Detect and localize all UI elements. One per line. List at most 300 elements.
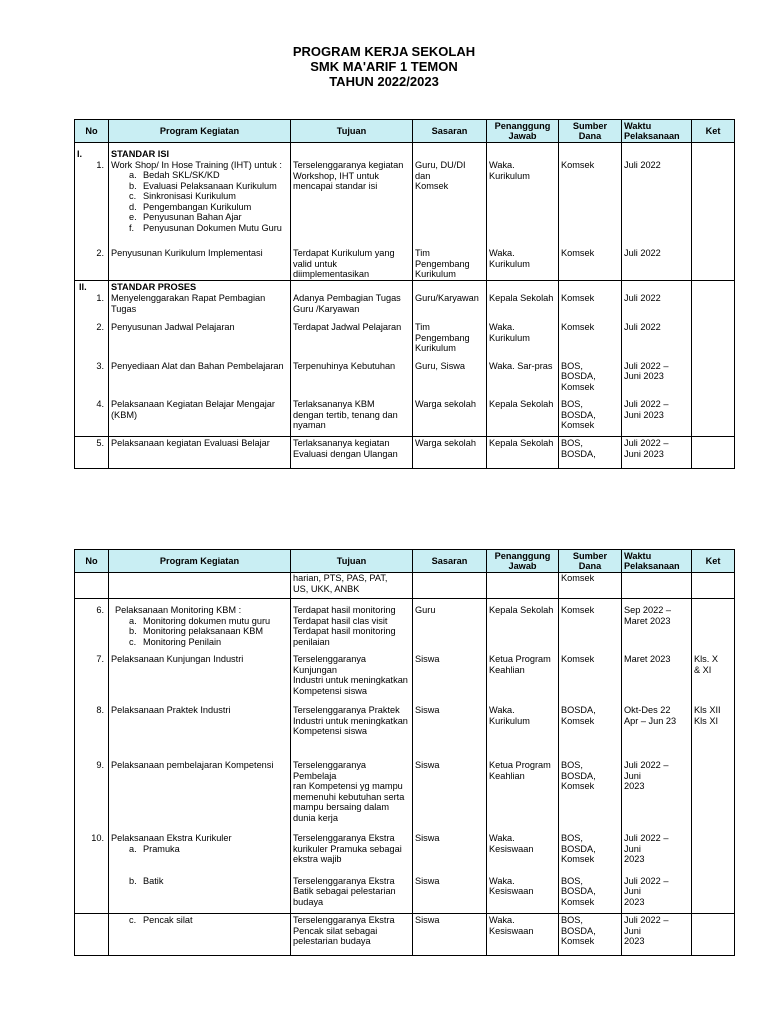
cell-line: Juni 2023 [624,448,664,459]
cell-line: Penyusunan Jadwal Pelajaran [111,322,235,332]
sub-list [111,170,288,233]
waktu-cell [622,875,692,908]
cell-line: Keahlian [489,770,525,781]
cell-line: Juni [624,770,641,781]
cell-line: Kurikulum [415,343,456,353]
sasaran-cell [413,148,487,233]
table-row [75,398,735,431]
pj-cell [487,247,559,280]
col-header-waktu: Waktu Pelaksanaan [622,550,692,573]
tujuan-cell [291,437,413,469]
dana-cell [559,360,622,393]
ket-cell [692,398,735,431]
cell-line: Kepala Sekolah [489,438,554,448]
document-title-block [0,44,768,89]
cell-line: dan [415,170,431,181]
cell-line: Komsek [561,896,595,907]
cell-line: dengan tertib, tenang dan [293,409,398,420]
cell-line: Juli 2022 – [624,360,669,371]
cell-line: Komsek [561,605,595,615]
cell-line: Workshop, IHT untuk [293,170,379,181]
cell-line: Keahlian [489,664,525,675]
cell-line: Pengembang [415,332,470,343]
row-number: 6. [75,604,109,647]
pj-cell [487,292,559,315]
waktu-cell [622,148,692,233]
cell-line: Terdapat hasil monitoring [293,605,396,615]
cell-line: Juli 2022 – [624,833,669,843]
cell-line: 2023 [624,936,645,946]
cell-line: BOSDA, [561,409,596,420]
waktu-cell [622,360,692,393]
cell-line: valid untuk [293,258,337,269]
row-number: 1. [96,159,104,170]
waktu-cell [622,704,692,749]
cell-line: dunia kerja [293,812,338,823]
row-number: 2. [75,247,109,280]
cell-line: penilaian [293,636,330,647]
ket-cell [692,360,735,393]
cell-line: Sep 2022 – [624,605,672,615]
tujuan-cell [291,247,413,280]
program-text: Work Shop/ In Hose Training (IHT) untuk : [111,159,282,170]
sub-item: d. Pengembangan Kurikulum [129,201,252,212]
cell-line: BOSDA, [561,843,596,854]
cell-line: Ketua Program [489,760,551,770]
program-cell [109,437,291,469]
ket-cell [692,604,735,647]
row-number: 8. [75,704,109,749]
col-header-ket: Ket [692,120,735,143]
cell-line: Terselenggaranya [293,760,367,770]
section-title: STANDAR ISI [111,149,170,159]
cell-line: Tugas [111,303,137,314]
cell-line: Guru, Siswa [415,360,466,371]
section-numeral: II. [75,280,109,292]
sasaran-cell [413,437,487,469]
program-cell [109,759,291,824]
cell-line: Siswa [415,915,440,925]
document-title: PROGRAM KERJA SEKOLAH [292,44,476,59]
cell-line: Terdapat hasil clas visit [293,615,388,626]
cell-line: Kurikulum [489,258,530,269]
tujuan-cell [291,832,413,865]
cell-line: Tim [415,322,430,332]
cell-line: Terdapat Jadwal Pelajaran [293,322,402,332]
cell-line: 2023 [624,896,645,907]
col-header-no: No [75,550,109,573]
cell-line: Industri untuk meningkatkan [293,675,408,685]
sasaran-cell [413,604,487,647]
program-cell [109,247,291,280]
ket-cell [692,832,735,865]
cell-line: Terselenggaranya Ekstra [293,875,395,886]
cell-line: Batik sebagai pelestarian [293,886,396,896]
cell-line: Kepala Sekolah [489,293,554,303]
waktu-cell [622,914,692,956]
cell-line: mencapai standar isi [293,181,378,191]
cell-line: harian, PTS, PAS, PAT, [293,573,388,583]
cell-line: Industri untuk meningkatkan [293,715,408,726]
pj-cell [487,704,559,749]
dana-cell [559,398,622,431]
dana-cell [559,247,622,280]
cell-line: Siswa [415,875,440,886]
dana-cell [559,759,622,824]
row-number: 9. [75,759,109,824]
col-header-no: No [75,120,109,143]
col-header-tujuan: Tujuan [291,550,413,573]
tujuan-cell [291,360,413,393]
sub-item: c. Sinkronisasi Kurikulum [129,191,236,201]
cell-line: Komsek [561,160,595,170]
table-row [75,360,735,393]
dana-cell [559,875,622,908]
col-header-penanggung-jawab: Penanggung Jawab [487,550,559,573]
ket-cell [692,247,735,280]
col-header-ket: Ket [692,550,735,573]
cell-line: Kesiswaan [489,843,534,854]
cell-line: Pelaksanaan Kunjungan Industri [111,654,244,664]
ket-cell [692,653,735,696]
table-row [75,914,735,956]
cell-line: Warga sekolah [415,438,476,448]
cell-line: Terselenggaranya [293,654,367,664]
sasaran-cell [413,914,487,956]
cell-line: & XI [694,664,712,675]
sub-item: a. Monitoring dokumen mutu guru [129,615,271,626]
cell-line: Waka. [489,875,515,886]
waktu-cell [622,398,692,431]
waktu-cell [622,437,692,469]
pj-cell [487,360,559,393]
ket-cell [692,914,735,956]
sasaran-cell [413,759,487,824]
cell-line: Waka. [489,322,515,332]
ket-cell [692,292,735,315]
cell-line: Juni 2023 [624,371,664,381]
cell-line: Kls XI [694,715,718,726]
section-title: STANDAR PROSES [109,280,291,292]
cell-line: Juli 2022 – [624,915,669,925]
cell-line: nyaman [293,420,326,430]
dana-cell [559,292,622,315]
sub-list [111,616,288,648]
col-header-penanggung-jawab: Penanggung Jawab [487,120,559,143]
waktu-cell [622,832,692,865]
cell-line: Menyelenggarakan Rapat Pembagian [111,293,266,303]
sub-item: c. Monitoring Penilain [129,636,222,647]
sub-item: c. Pencak silat [129,915,193,925]
cell-line: mampu bersaing dalam [293,802,390,812]
pj-cell [487,914,559,956]
ket-cell [692,704,735,749]
table-row [75,875,735,908]
dana-cell [559,321,622,354]
pj-cell [487,398,559,431]
dana-cell [559,832,622,865]
cell-line: Terpenuhinya Kebutuhan [293,360,396,371]
ket-cell [692,437,735,469]
table-row [75,759,735,824]
cell-line: Juli 2022 – [624,875,669,886]
cell-line: Komsek [561,573,595,583]
cell-line: Juli 2022 [624,322,661,332]
table-row [75,653,735,696]
cell-line: Juli 2022 [624,248,661,258]
cell-line: Kls XII [694,705,721,715]
academic-year: TAHUN 2022/2023 [329,74,439,89]
cell-line: Kesiswaan [489,886,534,896]
cell-line: Komsek [561,293,595,303]
cell-line: Pembelaja [293,770,337,781]
cell-line: Pelaksanaan Kegiatan Belajar Mengajar [111,399,275,409]
waktu-cell [622,653,692,696]
cell-line: Apr – Jun 23 [624,715,677,726]
ket-cell [692,759,735,824]
cell-line: memenuhi kebutuhan serta [293,791,405,802]
cell-line: BOSDA, [561,925,596,936]
cell-line: Kesiswaan [489,925,534,936]
cell-line: Kepala Sekolah [489,605,554,615]
waktu-cell [622,604,692,647]
cell-line: ekstra wajib [293,854,342,864]
cell-line: BOS, [561,833,583,843]
col-header-sasaran: Sasaran [413,120,487,143]
table-row [75,704,735,749]
cell-line: Waka. [489,248,515,258]
row-number: 7. [75,653,109,696]
cell-line: Kls. X [694,654,718,664]
cell-line: BOS, [561,915,583,925]
program-table-page-2 [74,549,735,956]
cell-line: Pencak silat sebagai [293,925,378,936]
row-number: 4. [75,398,109,431]
col-header-tujuan: Tujuan [291,120,413,143]
dana-cell [559,148,622,233]
waktu-cell [622,321,692,354]
cell-line: Kompetensi siswa [293,685,368,696]
cell-line: BOSDA, [561,886,596,896]
sasaran-cell [413,292,487,315]
cell-line: BOS, [561,875,583,886]
program-cell [109,398,291,431]
cell-line: Kurikulum [489,715,530,726]
pj-cell [487,321,559,354]
tujuan-cell [291,875,413,908]
cell-line: Kurikulum [489,332,530,343]
dana-cell [559,704,622,749]
row-number: 1. [75,292,109,315]
tujuan-cell [291,148,413,233]
tujuan-cell [291,292,413,315]
cell-line: Penyusunan Kurikulum Implementasi [111,248,263,258]
pj-cell [487,604,559,647]
cell-line: Juni [624,925,641,936]
cell-line: Juli 2022 – [624,438,669,448]
cell-line: Guru [415,605,436,615]
cell-line: Waka. [489,705,515,715]
cell-line: Kurikulum [415,269,456,279]
cell-line: Siswa [415,833,440,843]
cell-line: (KBM) [111,409,138,420]
tujuan-cell [291,604,413,647]
cell-line: Ketua Program [489,654,551,664]
sub-item: f. Penyusunan Dokumen Mutu Guru [129,222,282,233]
sub-item: a. Pramuka [129,843,180,854]
program-cell [109,653,291,696]
sasaran-cell [413,398,487,431]
waktu-cell [622,292,692,315]
table-row-continued [75,573,735,599]
cell-line: diimplementasikan [293,269,370,279]
tujuan-cell [291,914,413,956]
cell-line: Adanya Pembagian Tugas [293,293,401,303]
section-row [75,280,735,292]
tujuan-cell [291,653,413,696]
cell-line: BOSDA, [561,371,596,381]
cell-line: Komsek [561,381,595,392]
cell-line: Komsek [415,181,449,191]
program-cell [109,360,291,393]
tujuan-cell [291,759,413,824]
cell-line: Penyediaan Alat dan Bahan Pembelajaran [111,360,284,371]
cell-line: Terselenggaranya Ekstra [293,833,395,843]
table-row [75,321,735,354]
cell-line: Juni [624,843,641,854]
cell-line: Komsek [561,420,595,430]
table-row [75,832,735,865]
cell-line: Komsek [561,781,595,791]
ket-cell [692,321,735,354]
cell-line: Warga sekolah [415,399,476,409]
cell-line: Maret 2023 [624,654,671,664]
cell-line: budaya [293,896,324,907]
cell-line: ran Kompetensi yg mampu [293,781,403,791]
cell-line: Siswa [415,654,440,664]
cell-line: Waka. [489,833,515,843]
cell-line: Komsek [561,715,595,726]
cell-line: kurikuler Pramuka sebagai [293,843,402,854]
sasaran-cell [413,653,487,696]
cell-line: 2023 [624,854,645,864]
dana-cell [559,437,622,469]
ket-cell [692,875,735,908]
program-cell [109,321,291,354]
row-number: 2. [75,321,109,354]
waktu-cell [622,247,692,280]
sub-item: b. Monitoring pelaksanaan KBM [129,626,264,636]
cell-line: Guru /Karyawan [293,303,360,314]
cell-line: Komsek [561,854,595,864]
cell-line: BOSDA, [561,448,596,459]
cell-line: Kunjungan [293,664,337,675]
pj-cell [487,653,559,696]
program-cell [109,292,291,315]
cell-line: Siswa [415,760,440,770]
cell-line: Terlaksananya KBM [293,399,375,409]
cell-line: Waka. [489,915,515,925]
cell-line: Guru/Karyawan [415,293,479,303]
table-row [75,247,735,280]
dana-cell [559,653,622,696]
tujuan-cell [291,704,413,749]
ket-cell [692,148,735,233]
school-name: SMK MA'ARIF 1 TEMON [310,59,458,74]
cell-line: Komsek [561,936,595,946]
cell-line: Pelaksanaan pembelajaran Kompetensi [111,760,274,770]
cell-line: pelestarian budaya [293,936,371,946]
sasaran-cell [413,832,487,865]
table-row [75,292,735,315]
col-header-waktu: Waktu Pelaksanaan [622,120,692,143]
sasaran-cell [413,704,487,749]
table-row [75,604,735,647]
tujuan-cell [291,321,413,354]
cell-line: Pengembang [415,258,470,269]
cell-line: Maret 2023 [624,615,671,626]
cell-line: Siswa [415,705,440,715]
dana-cell [559,573,622,599]
table-header-row [75,120,735,143]
col-header-sumber-dana: Sumber Dana [559,120,622,143]
table-row [75,437,735,469]
cell-line: Komsek [561,248,595,258]
cell-line: Tim [415,248,430,258]
cell-line: Terdapat hasil monitoring [293,626,396,636]
cell-line: Juli 2022 – [624,760,669,770]
cell-line: Juni 2023 [624,409,664,420]
cell-line: Waka. [489,160,515,170]
cell-line: Guru, DU/DI [415,160,466,170]
cell-line: Okt-Des 22 [624,705,671,715]
cell-line: Kompetensi siswa [293,726,368,736]
col-header-program: Program Kegiatan [109,550,291,573]
sasaran-cell [413,360,487,393]
cell-line: Juli 2022 [624,293,661,303]
sub-item: b. Batik [129,875,164,886]
program-text: Pelaksanaan Monitoring KBM : [115,605,242,615]
sasaran-cell [413,247,487,280]
program-cell [109,704,291,749]
cell-line: Pelaksanaan Praktek Industri [111,705,231,715]
cell-line: Juli 2022 – [624,399,669,409]
sasaran-cell [413,875,487,908]
row-number: 3. [75,360,109,393]
tujuan-cell [291,573,413,599]
sub-item: a. Bedah SKL/SK/KD [129,170,220,180]
cell-line: Komsek [561,654,595,664]
table-header-row [75,550,735,573]
cell-line: Terselenggaranya Praktek [293,705,400,715]
col-header-program: Program Kegiatan [109,120,291,143]
cell-line: BOS, [561,438,583,448]
cell-line: Terselenggaranya Ekstra [293,915,395,925]
cell-line: Komsek [561,322,595,332]
sasaran-cell [413,321,487,354]
row-number: 5. [75,437,109,469]
pj-cell [487,875,559,908]
pj-cell [487,148,559,233]
program-table-page-1 [74,119,735,469]
cell-line: Juli 2022 [624,160,661,170]
waktu-cell [622,759,692,824]
col-header-sasaran: Sasaran [413,550,487,573]
cell-line: Kepala Sekolah [489,399,554,409]
cell-line: Waka. Sar-pras [489,360,553,371]
col-header-sumber-dana: Sumber Dana [559,550,622,573]
cell-line: Pelaksanaan kegiatan Evaluasi Belajar [111,438,270,448]
